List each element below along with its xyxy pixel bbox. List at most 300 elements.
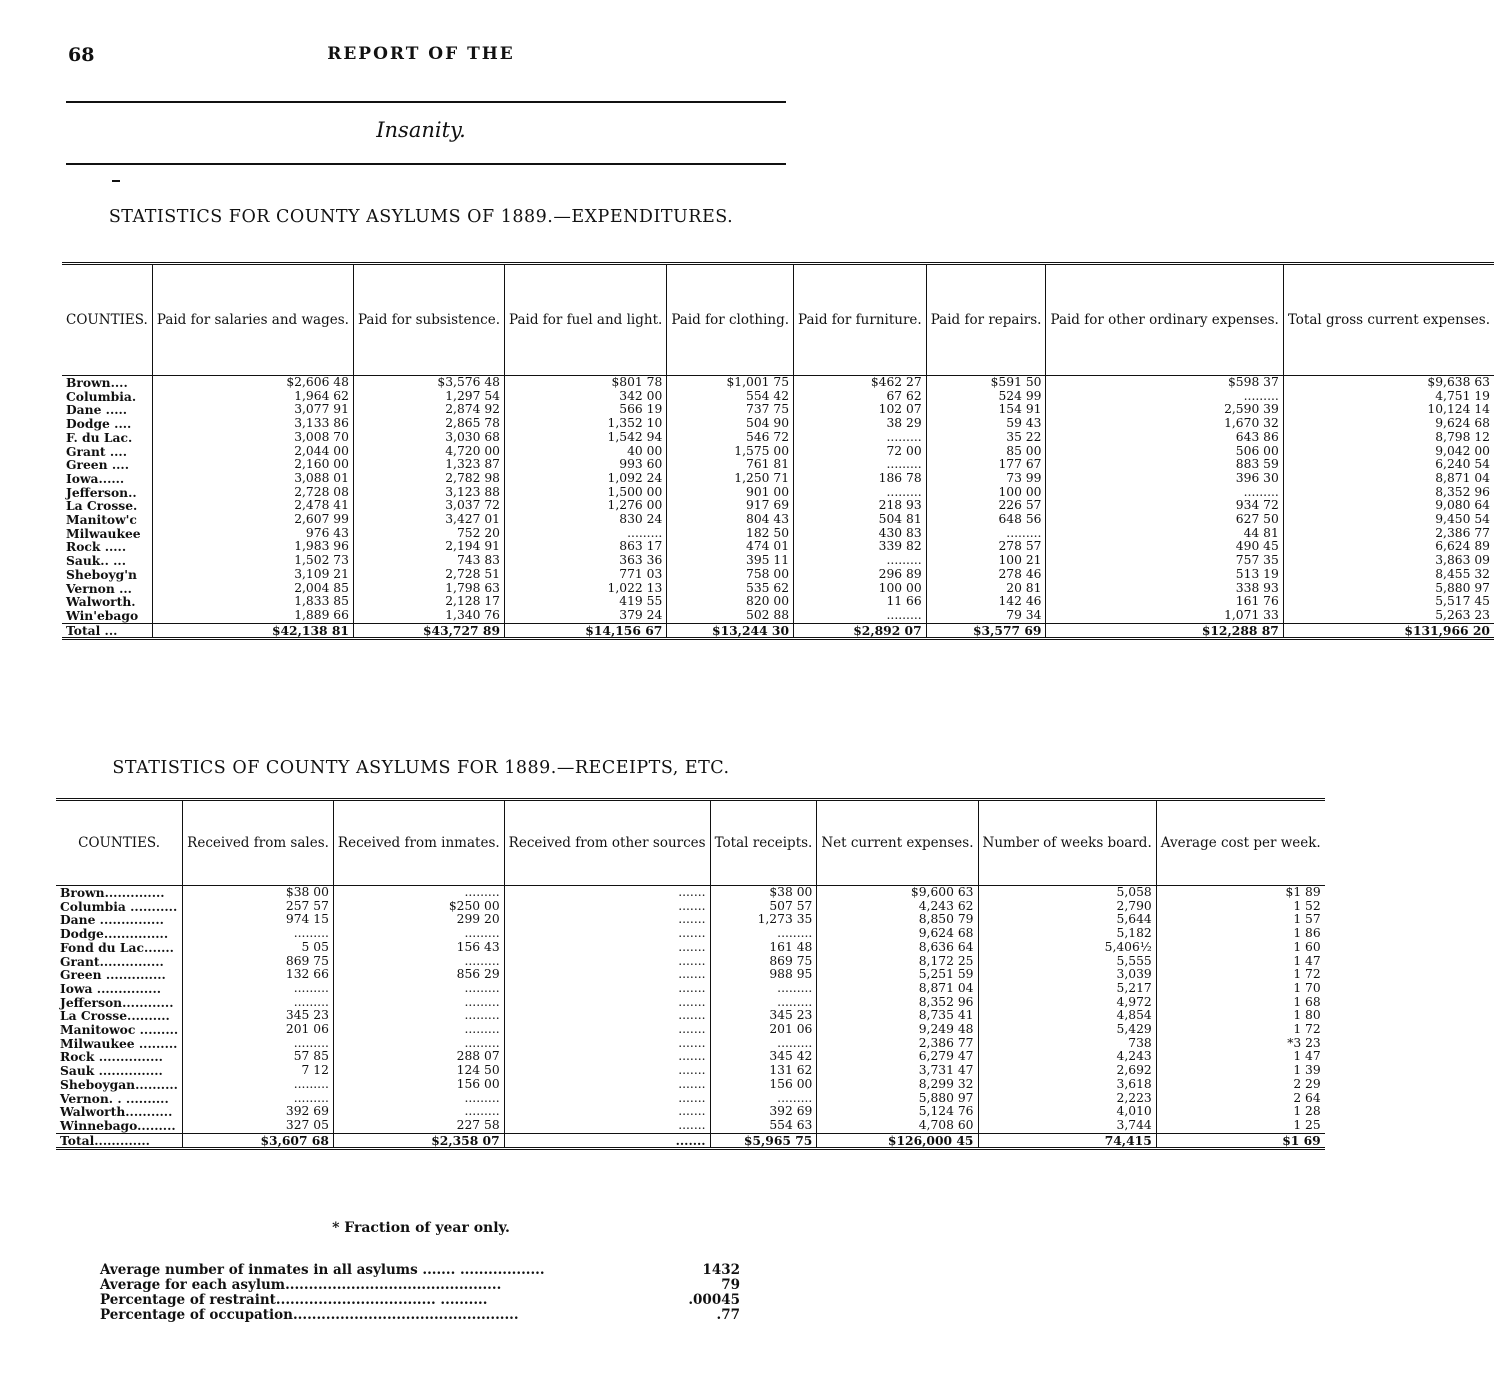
table-cell: 363 36: [505, 554, 667, 568]
table-cell: 73 99: [926, 472, 1046, 486]
table-row: [56, 913, 1325, 927]
county-name: Iowa ...............: [60, 980, 162, 996]
table-cell: $12,288 87: [1046, 623, 1283, 639]
table-cell: 2,728 51: [353, 568, 504, 582]
table-cell: 8,352 96: [817, 996, 978, 1010]
section-rule: [66, 163, 786, 165]
table-cell: $250 00: [333, 900, 504, 914]
table-cell: 4,243: [978, 1050, 1156, 1064]
table-cell: 3,427 01: [353, 513, 504, 527]
table-row: [56, 996, 1325, 1010]
table-cell: 5,644: [978, 913, 1156, 927]
table-cell: .........: [333, 1092, 504, 1106]
column-header: Paid for clothing.: [667, 264, 794, 376]
table-cell: .........: [333, 886, 504, 900]
table-cell: 917 69: [667, 499, 794, 513]
table-cell: 513 19: [1046, 568, 1283, 582]
table-cell: 743 83: [353, 554, 504, 568]
county-name: Win'ebago: [66, 607, 139, 623]
table-cell: .......: [504, 941, 710, 955]
table-cell: .........: [333, 1009, 504, 1023]
table-cell: .........: [710, 982, 817, 996]
table-row: [62, 431, 1494, 445]
table-cell: 504 90: [667, 417, 794, 431]
table-cell: 257 57: [183, 900, 334, 914]
table-cell: 830 24: [505, 513, 667, 527]
table-cell: *3 23: [1156, 1037, 1324, 1051]
table-cell: .........: [183, 1092, 334, 1106]
column-header: COUNTIES.: [56, 800, 183, 886]
county-name: Iowa......: [66, 470, 125, 486]
table-cell: 988 95: [710, 968, 817, 982]
table-cell: 869 75: [710, 955, 817, 969]
table-cell: 142 46: [926, 595, 1046, 609]
table-cell: 535 62: [667, 582, 794, 596]
table-row: [62, 390, 1494, 404]
county-name: Rock ...............: [60, 1049, 163, 1065]
table-cell: 161 76: [1046, 595, 1283, 609]
column-header: Total receipts.: [710, 800, 817, 886]
table-cell: 8,871 04: [817, 982, 978, 996]
county-name: Jefferson............: [60, 994, 174, 1010]
county-name: Rock .....: [66, 539, 127, 555]
table-cell: 2 64: [1156, 1092, 1324, 1106]
table-cell: 1,273 35: [710, 913, 817, 927]
table-cell: 3,731 47: [817, 1064, 978, 1078]
table-cell: 1 47: [1156, 955, 1324, 969]
table-cell: 643 86: [1046, 431, 1283, 445]
table-cell: 339 82: [794, 540, 927, 554]
table-cell: 3,618: [978, 1078, 1156, 1092]
table-row: [56, 1050, 1325, 1064]
table-cell: 1,502 73: [152, 554, 353, 568]
table-cell: 2,223: [978, 1092, 1156, 1106]
column-header: Paid for subsistence.: [353, 264, 504, 376]
table-cell: $1 89: [1156, 886, 1324, 900]
table-cell: $131,966 20: [1283, 623, 1494, 639]
table-row: [56, 982, 1325, 996]
top-rule: [66, 101, 786, 103]
table-cell: 3,039: [978, 968, 1156, 982]
county-name: Brown..............: [60, 885, 165, 900]
table-cell: $1,001 75: [667, 376, 794, 390]
table-cell: .......: [504, 1092, 710, 1106]
table-cell: 2,386 77: [1283, 527, 1494, 541]
table-cell: 8,172 25: [817, 955, 978, 969]
total-row: [56, 1133, 1325, 1149]
table-cell: 132 66: [183, 968, 334, 982]
table-cell: 156 43: [333, 941, 504, 955]
table-row: [56, 1119, 1325, 1133]
table-row: [56, 941, 1325, 955]
table-cell: 627 50: [1046, 513, 1283, 527]
table-cell: 5,263 23: [1283, 609, 1494, 623]
table-cell: 1,798 63: [353, 582, 504, 596]
table-cell: 8,850 79: [817, 913, 978, 927]
table-cell: 752 20: [353, 527, 504, 541]
column-header: Paid for fuel and light.: [505, 264, 667, 376]
table-cell: 7 12: [183, 1064, 334, 1078]
table-cell: 131 62: [710, 1064, 817, 1078]
table-cell: 4,751 19: [1283, 390, 1494, 404]
table-cell: 227 58: [333, 1119, 504, 1133]
table-cell: .......: [504, 1009, 710, 1023]
table-cell: 161 48: [710, 941, 817, 955]
table-cell: .........: [926, 527, 1046, 541]
receipts-table: [56, 798, 1325, 1150]
table-cell: 2,194 91: [353, 540, 504, 554]
total-row: [62, 623, 1494, 639]
county-name: Dane ...............: [60, 912, 164, 928]
table-row: [56, 955, 1325, 969]
table-cell: $42,138 81: [152, 623, 353, 639]
table-cell: 737 75: [667, 403, 794, 417]
footnote: * Fraction of year only.: [332, 1220, 510, 1236]
table-cell: 490 45: [1046, 540, 1283, 554]
table-cell: 342 00: [505, 390, 667, 404]
table-row: [62, 609, 1494, 623]
table-cell: 2,386 77: [817, 1037, 978, 1051]
county-name: Dane .....: [66, 402, 128, 418]
table-cell: 85 00: [926, 445, 1046, 459]
table-cell: .......: [504, 1119, 710, 1133]
table-cell: .........: [333, 982, 504, 996]
table-cell: 2,044 00: [152, 445, 353, 459]
table-cell: $3,607 68: [183, 1133, 334, 1149]
county-name: Winnebago.........: [60, 1117, 176, 1133]
table-cell: 1,670 32: [1046, 417, 1283, 431]
table-cell: 156 00: [710, 1078, 817, 1092]
page-number: 68: [68, 44, 95, 66]
table-cell: 524 99: [926, 390, 1046, 404]
table-cell: 392 69: [183, 1105, 334, 1119]
table-cell: 993 60: [505, 458, 667, 472]
table-cell: 1,964 62: [152, 390, 353, 404]
table-cell: 976 43: [152, 527, 353, 541]
table-cell: $2,606 48: [152, 376, 353, 390]
table-cell: 6,240 54: [1283, 458, 1494, 472]
table-cell: 2,590 39: [1046, 403, 1283, 417]
table-cell: 345 23: [710, 1009, 817, 1023]
table-row: [62, 458, 1494, 472]
table-cell: 3,123 88: [353, 486, 504, 500]
table-cell: 1 72: [1156, 1023, 1324, 1037]
column-header: Received from inmates.: [333, 800, 504, 886]
table-cell: .........: [333, 1105, 504, 1119]
column-header: Received from sales.: [183, 800, 334, 886]
table-row: [56, 1009, 1325, 1023]
column-header: Received from other sources: [504, 800, 710, 886]
table-cell: .........: [183, 1078, 334, 1092]
receipts-title: STATISTICS OF COUNTY ASYLUMS FOR 1889.—RECEIPTS, ETC.: [112, 758, 730, 778]
table-cell: 8,455 32: [1283, 568, 1494, 582]
table-cell: .......: [504, 1105, 710, 1119]
summary-value: .77: [716, 1307, 740, 1323]
table-cell: 1,340 76: [353, 609, 504, 623]
table-cell: $3,577 69: [926, 623, 1046, 639]
table-cell: 5,429: [978, 1023, 1156, 1037]
table-cell: .......: [504, 1050, 710, 1064]
table-cell: 2,790: [978, 900, 1156, 914]
table-cell: 40 00: [505, 445, 667, 459]
summary-label: Percentage of restraint.................................. ..........: [100, 1292, 488, 1308]
table-cell: 38 29: [794, 417, 927, 431]
table-cell: 5,555: [978, 955, 1156, 969]
table-cell: 3,037 72: [353, 499, 504, 513]
table-cell: 338 93: [1046, 582, 1283, 596]
table-cell: 8,352 96: [1283, 486, 1494, 500]
table-cell: 177 67: [926, 458, 1046, 472]
table-cell: 5,124 76: [817, 1105, 978, 1119]
table-cell: 901 00: [667, 486, 794, 500]
county-name: Jefferson..: [66, 484, 137, 500]
table-cell: $2,358 07: [333, 1133, 504, 1149]
table-cell: 9,450 54: [1283, 513, 1494, 527]
county-name: F. du Lac.: [66, 429, 133, 445]
column-header: Average cost per week.: [1156, 800, 1324, 886]
table-row: [56, 927, 1325, 941]
table-cell: .........: [183, 982, 334, 996]
column-header: Number of weeks board.: [978, 800, 1156, 886]
table-cell: 5,880 97: [817, 1092, 978, 1106]
table-cell: 100 00: [926, 486, 1046, 500]
table-cell: .........: [333, 1023, 504, 1037]
table-cell: 288 07: [333, 1050, 504, 1064]
table-cell: 182 50: [667, 527, 794, 541]
table-cell: 201 06: [710, 1023, 817, 1037]
table-cell: 757 35: [1046, 554, 1283, 568]
table-cell: 35 22: [926, 431, 1046, 445]
table-cell: 2,128 17: [353, 595, 504, 609]
table-cell: $801 78: [505, 376, 667, 390]
table-cell: .........: [183, 927, 334, 941]
county-name: Grant...............: [60, 953, 164, 969]
table-cell: 72 00: [794, 445, 927, 459]
table-cell: 5 05: [183, 941, 334, 955]
table-cell: $14,156 67: [505, 623, 667, 639]
table-cell: 3,863 09: [1283, 554, 1494, 568]
table-cell: .........: [794, 554, 927, 568]
table-cell: 869 75: [183, 955, 334, 969]
table-row: [56, 900, 1325, 914]
table-cell: 100 21: [926, 554, 1046, 568]
table-cell: 1 70: [1156, 982, 1324, 996]
table-cell: .........: [794, 458, 927, 472]
table-cell: $3,576 48: [353, 376, 504, 390]
table-cell: .......: [504, 968, 710, 982]
county-name: Fond du Lac.......: [60, 939, 174, 955]
table-cell: $598 37: [1046, 376, 1283, 390]
table-row: [56, 1092, 1325, 1106]
table-cell: 974 15: [183, 913, 334, 927]
table-cell: $126,000 45: [817, 1133, 978, 1149]
table-cell: 2 29: [1156, 1078, 1324, 1092]
table-cell: 156 00: [333, 1078, 504, 1092]
county-name: Dodge ....: [66, 416, 132, 432]
table-cell: 2,692: [978, 1064, 1156, 1078]
table-cell: .........: [710, 927, 817, 941]
table-cell: $462 27: [794, 376, 927, 390]
table-cell: 154 91: [926, 403, 1046, 417]
table-cell: 1,352 10: [505, 417, 667, 431]
table-cell: 5,517 45: [1283, 595, 1494, 609]
summary-value: .00045: [688, 1292, 740, 1308]
table-cell: 67 62: [794, 390, 927, 404]
table-cell: .......: [504, 1023, 710, 1037]
table-cell: 2,728 08: [152, 486, 353, 500]
county-name: Sheboyg'n: [66, 566, 137, 582]
table-cell: 504 81: [794, 513, 927, 527]
table-row: [62, 582, 1494, 596]
table-cell: $591 50: [926, 376, 1046, 390]
table-cell: .......: [504, 886, 710, 900]
table-cell: 1,323 87: [353, 458, 504, 472]
table-cell: .........: [333, 996, 504, 1010]
table-cell: 474 01: [667, 540, 794, 554]
county-name: Sauk.. ...: [66, 553, 126, 569]
table-cell: 8,636 64: [817, 941, 978, 955]
table-cell: .........: [333, 927, 504, 941]
table-cell: 8,798 12: [1283, 431, 1494, 445]
table-cell: 3,133 86: [152, 417, 353, 431]
table-cell: 9,080 64: [1283, 499, 1494, 513]
table-cell: .........: [794, 486, 927, 500]
table-cell: 226 57: [926, 499, 1046, 513]
county-name: Walworth.: [66, 594, 136, 610]
table-row: [62, 445, 1494, 459]
table-row: [56, 968, 1325, 982]
table-cell: .......: [504, 1133, 710, 1149]
county-name: Milwaukee .........: [60, 1035, 178, 1051]
table-row: [62, 513, 1494, 527]
table-cell: 2,874 92: [353, 403, 504, 417]
table-cell: 218 93: [794, 499, 927, 513]
county-name: Grant ....: [66, 443, 127, 459]
table-cell: $38 00: [183, 886, 334, 900]
summary-label: Average for each asylum..............................................: [100, 1277, 502, 1293]
table-cell: 74,415: [978, 1133, 1156, 1149]
table-cell: 3,030 68: [353, 431, 504, 445]
table-cell: 3,008 70: [152, 431, 353, 445]
table-cell: 379 24: [505, 609, 667, 623]
table-cell: 1,071 33: [1046, 609, 1283, 623]
table-cell: 566 19: [505, 403, 667, 417]
table-cell: 2,004 85: [152, 582, 353, 596]
table-row: [62, 527, 1494, 541]
running-head: REPORT OF THE: [327, 44, 515, 64]
table-cell: .........: [333, 955, 504, 969]
table-cell: 9,624 68: [1283, 417, 1494, 431]
table-cell: .......: [504, 996, 710, 1010]
table-cell: .........: [794, 431, 927, 445]
table-cell: 9,624 68: [817, 927, 978, 941]
table-cell: 554 63: [710, 1119, 817, 1133]
table-cell: $43,727 89: [353, 623, 504, 639]
table-cell: .........: [183, 1037, 334, 1051]
county-name: Green ..............: [60, 967, 166, 983]
table-cell: 2,160 00: [152, 458, 353, 472]
column-header: COUNTIES.: [62, 264, 152, 376]
table-cell: 4,720 00: [353, 445, 504, 459]
table-cell: .........: [1046, 390, 1283, 404]
table-cell: 1,092 24: [505, 472, 667, 486]
table-cell: 278 46: [926, 568, 1046, 582]
county-name: Columbia.: [66, 388, 137, 404]
table-cell: 2,782 98: [353, 472, 504, 486]
table-cell: 419 55: [505, 595, 667, 609]
table-cell: 392 69: [710, 1105, 817, 1119]
county-name: Milwaukee: [66, 525, 141, 541]
table-cell: $9,600 63: [817, 886, 978, 900]
table-row: [62, 568, 1494, 582]
table-cell: 1,575 00: [667, 445, 794, 459]
table-cell: 1,276 00: [505, 499, 667, 513]
table-cell: 4,972: [978, 996, 1156, 1010]
table-cell: 883 59: [1046, 458, 1283, 472]
summary-label: Percentage of occupation................................................: [100, 1307, 519, 1323]
county-name: Manitow'c: [66, 512, 137, 528]
table-cell: 1,297 54: [353, 390, 504, 404]
table-cell: 345 23: [183, 1009, 334, 1023]
table-cell: 934 72: [1046, 499, 1283, 513]
table-cell: .........: [710, 1092, 817, 1106]
table-cell: .........: [794, 609, 927, 623]
table-cell: 3,077 91: [152, 403, 353, 417]
table-cell: 1 28: [1156, 1105, 1324, 1119]
table-cell: 1 86: [1156, 927, 1324, 941]
table-cell: 278 57: [926, 540, 1046, 554]
table-cell: .......: [504, 927, 710, 941]
table-row: [56, 1023, 1325, 1037]
county-name: Sauk ...............: [60, 1063, 163, 1079]
table-cell: 5,217: [978, 982, 1156, 996]
table-row: [56, 886, 1325, 900]
column-header: Paid for other ordinary expenses.: [1046, 264, 1283, 376]
county-name: Vernon ...: [66, 580, 132, 596]
table-cell: 4,708 60: [817, 1119, 978, 1133]
table-cell: $38 00: [710, 886, 817, 900]
table-cell: 546 72: [667, 431, 794, 445]
section-title: Insanity.: [376, 118, 466, 142]
table-cell: 1 47: [1156, 1050, 1324, 1064]
table-row: [62, 540, 1494, 554]
county-name: Total.............: [56, 1133, 183, 1149]
table-cell: .......: [504, 900, 710, 914]
table-cell: 4,010: [978, 1105, 1156, 1119]
table-cell: 1 52: [1156, 900, 1324, 914]
table-cell: 506 00: [1046, 445, 1283, 459]
table-cell: 79 34: [926, 609, 1046, 623]
table-cell: 648 56: [926, 513, 1046, 527]
table-cell: 8,871 04: [1283, 472, 1494, 486]
table-cell: 6,279 47: [817, 1050, 978, 1064]
table-cell: .......: [504, 1037, 710, 1051]
table-cell: 1,889 66: [152, 609, 353, 623]
summary-value: 79: [721, 1277, 740, 1293]
column-header: Net current expenses.: [817, 800, 978, 886]
table-cell: 100 00: [794, 582, 927, 596]
table-cell: .......: [504, 955, 710, 969]
county-name: Manitowoc .........: [60, 1022, 179, 1038]
table-row: [56, 1078, 1325, 1092]
table-cell: 5,058: [978, 886, 1156, 900]
table-cell: .........: [1046, 486, 1283, 500]
table-cell: 5,251 59: [817, 968, 978, 982]
table-cell: 20 81: [926, 582, 1046, 596]
table-cell: 9,042 00: [1283, 445, 1494, 459]
table-cell: 1 25: [1156, 1119, 1324, 1133]
expenditures-table: [62, 262, 1494, 640]
